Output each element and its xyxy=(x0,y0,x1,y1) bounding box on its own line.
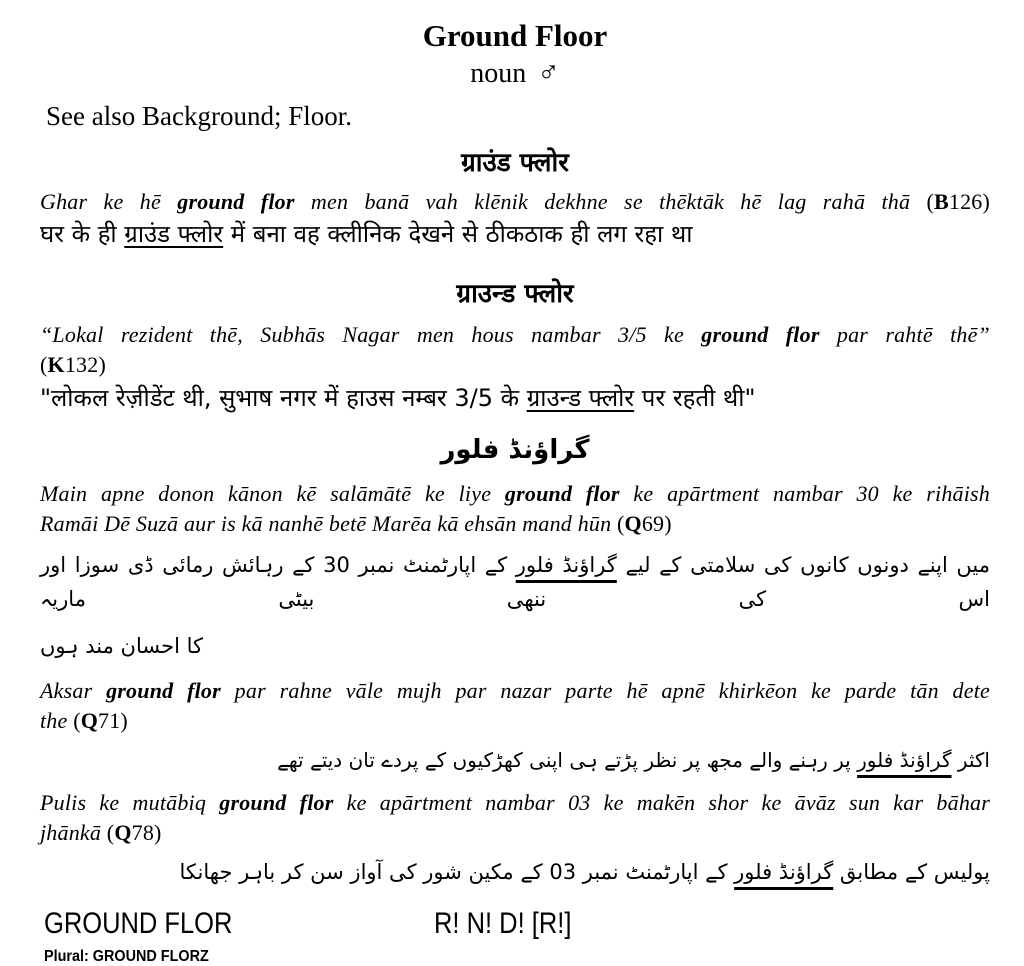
urdu-translation-3-line1: میں اپنے دونوں کانوں کی سلامتی کے لیے گراؤنڈ فلور کے اپارٹمنٹ نمبر 30 کے رہائش رمائی ڈی سوزا اور اس کی ننھی بیٹی ماریہ xyxy=(40,553,991,611)
example-sentence-1: Ghar ke hē ground flor men banā vah klēnik dekhne se thēktāk hē lag rahā thā (B126) xyxy=(40,188,991,214)
hindi-headword-1: ग्राउंड फ्लोर xyxy=(461,147,569,178)
hindi-translation-2: "लोकल रेज़ीडेंट थी, सुभाष नगर में हाउस नम्बर 3/5 के ग्राउन्ड फ्लोर पर रहती थी" xyxy=(40,383,756,412)
urdu-headword: گراؤنڈ فلور xyxy=(440,435,590,466)
urdu-translation-5: پولیس کے مطابق گراؤنڈ فلور کے اپارٹمنٹ نمبر 03 کے مکین شور کی آواز سن کر باہر جھانکا xyxy=(179,859,990,884)
example-sentence-4-line1: Aksar ground flor par rahne vāle mujh par nazar parte hē apnē khirkēon ke parde tān dete xyxy=(40,678,990,704)
part-of-speech: noun xyxy=(470,57,527,89)
plural-form: Plural: GROUND FLORZ xyxy=(44,948,209,966)
male-gender-icon: ♂ xyxy=(537,55,560,89)
hindi-translation-1: घर के ही ग्राउंड फ्लोर में बना वह क्लीनिक देखने से ठीकठाक ही लग रहा था xyxy=(40,220,693,249)
example-sentence-3-line1: Main apne donon kānon kē salāmātē ke liye ground flor ke apārtment nambar 30 ke rihāish xyxy=(40,481,990,507)
part-of-speech-line xyxy=(40,56,990,91)
example-sentence-5-line2: jhānkā (Q78) xyxy=(40,819,162,845)
example-sentence-2-line2: (K132) xyxy=(40,351,106,377)
example-sentence-4-line2: the (Q71) xyxy=(40,707,128,733)
footer-row xyxy=(44,907,990,941)
example-sentence-2-line1: “Lokal rezident thē, Subhās Nagar men hous nambar 3/5 ke ground flor par rahtē thē” xyxy=(40,322,990,348)
urdu-translation-4: اکثر گراؤنڈ فلور پر رہنے والے مجھ پر نظر پڑتے ہی اپنی کھڑکیوں کے پردے تان دیتے تھے xyxy=(277,747,990,772)
entry-title: Ground Floor xyxy=(422,18,608,53)
cross-reference: See also Background; Floor. xyxy=(46,101,352,132)
example-sentence-5-line1: Pulis ke mutābiq ground flor ke apārtment nambar 03 ke makēn shor ke āvāz sun kar bāhar xyxy=(40,789,990,815)
romanized-headword: GROUND FLOR xyxy=(44,907,233,941)
example-sentence-3-line2: Ramāi Dē Suzā aur is kā nanhē betē Marēa kā ehsān mand hūn (Q69) xyxy=(40,511,672,537)
hindi-headword-2: ग्राउन्ड फ्लोर xyxy=(456,279,574,310)
urdu-translation-3-line2: کا احسان مند ہوں xyxy=(40,634,203,659)
pronunciation: R! N! D! [R!] xyxy=(434,907,572,941)
